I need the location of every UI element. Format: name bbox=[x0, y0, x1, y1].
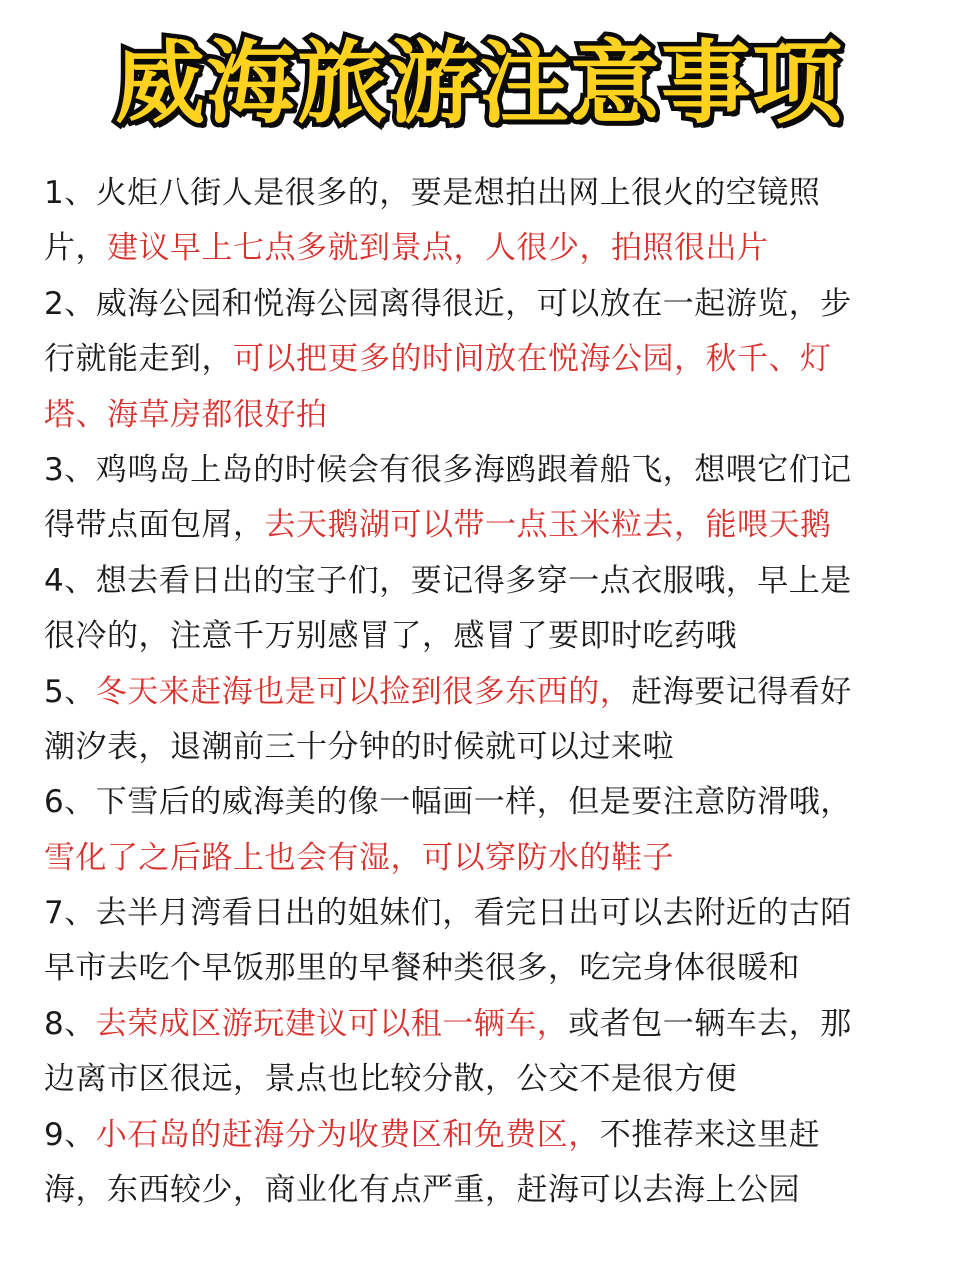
highlight-text: 雪化了之后路上也会有湿，可以穿防水的鞋子 bbox=[44, 839, 674, 876]
tip-line bbox=[44, 886, 914, 941]
tip-line bbox=[44, 720, 914, 775]
tip-line bbox=[44, 221, 914, 276]
tip-text: 海，东西较少，商业化有点严重，赶海可以去海上公园 bbox=[44, 1172, 800, 1209]
tip-item-1 bbox=[44, 166, 914, 277]
highlight-text: 小石岛的赶海分为收费区和免费区， bbox=[95, 1116, 600, 1153]
tip-text: 得带点面包屑， bbox=[44, 507, 265, 544]
tip-line bbox=[44, 388, 914, 443]
tip-text: 边离市区很远，景点也比较分散，公交不是很方便 bbox=[44, 1061, 737, 1098]
tip-line bbox=[44, 443, 914, 498]
tip-text: 5、 bbox=[44, 673, 96, 710]
tip-item-5 bbox=[44, 665, 914, 776]
tip-item-2 bbox=[44, 277, 914, 443]
highlight-text: 塔、海草房都很好拍 bbox=[44, 396, 328, 433]
tip-text: 9、 bbox=[44, 1116, 96, 1153]
tip-text: 很冷的，注意千万别感冒了，感冒了要即时吃药哦 bbox=[44, 618, 737, 655]
tip-text: 或者包一辆车去，那 bbox=[568, 1005, 852, 1042]
tip-line bbox=[44, 1052, 914, 1107]
tip-item-8 bbox=[44, 997, 914, 1108]
highlight-text: 可以把更多的时间放在悦海公园，秋千、灯 bbox=[233, 341, 832, 378]
tips-list bbox=[44, 166, 914, 1218]
tip-line bbox=[44, 332, 914, 387]
tip-text: 2、威海公园和悦海公园离得很近，可以放在一起游览，步 bbox=[44, 285, 852, 322]
tip-line bbox=[44, 166, 914, 221]
tip-line bbox=[44, 277, 914, 332]
tip-line bbox=[44, 831, 914, 886]
highlight-text: 冬天来赶海也是可以捡到很多东西的， bbox=[95, 673, 632, 710]
tip-text: 7、去半月湾看日出的姐妹们，看完日出可以去附近的古陌 bbox=[44, 895, 852, 932]
tip-item-9 bbox=[44, 1108, 914, 1219]
tip-text: 片， bbox=[44, 230, 107, 267]
tip-text: 1、火炬八街人是很多的，要是想拍出网上很火的空镜照 bbox=[44, 175, 821, 211]
highlight-text: 去荣成区游玩建议可以租一辆车， bbox=[95, 1005, 569, 1042]
highlight-text: 去天鹅湖可以带一点玉米粒去，能喂天鹅 bbox=[264, 507, 832, 544]
tip-text: 8、 bbox=[44, 1005, 96, 1042]
tip-item-4 bbox=[44, 554, 914, 665]
tip-text: 行就能走到， bbox=[44, 341, 233, 378]
tip-text: 赶海要记得看好 bbox=[631, 673, 852, 710]
tip-text: 不推荐来这里赶 bbox=[599, 1116, 821, 1153]
title-banner bbox=[0, 14, 958, 154]
tip-item-7 bbox=[44, 886, 914, 997]
tip-line bbox=[44, 775, 914, 830]
tip-text: 4、想去看日出的宝子们，要记得多穿一点衣服哦，早上是 bbox=[44, 562, 852, 599]
tip-text: 早市去吃个早饭那里的早餐种类很多，吃完身体很暖和 bbox=[44, 950, 800, 987]
tip-item-3 bbox=[44, 443, 914, 554]
tip-line bbox=[44, 554, 914, 609]
tip-line bbox=[44, 997, 914, 1052]
tip-text: 6、下雪后的威海美的像一幅画一样，但是要注意防滑哦， bbox=[44, 784, 852, 821]
tip-item-6 bbox=[44, 775, 914, 886]
tip-text: 潮汐表，退潮前三十分钟的时候就可以过来啦 bbox=[44, 728, 674, 765]
tip-line bbox=[44, 1108, 914, 1163]
tip-text: 3、鸡鸣岛上岛的时候会有很多海鸥跟着船飞，想喂它们记 bbox=[44, 451, 852, 488]
highlight-text: 建议早上七点多就到景点，人很少，拍照很出片 bbox=[107, 230, 769, 267]
tip-line bbox=[44, 941, 914, 996]
tip-line bbox=[44, 665, 914, 720]
tip-line bbox=[44, 498, 914, 553]
tip-line bbox=[44, 1163, 914, 1218]
page-title: 威海旅游注意事项 bbox=[115, 31, 843, 136]
tip-line bbox=[44, 609, 914, 664]
